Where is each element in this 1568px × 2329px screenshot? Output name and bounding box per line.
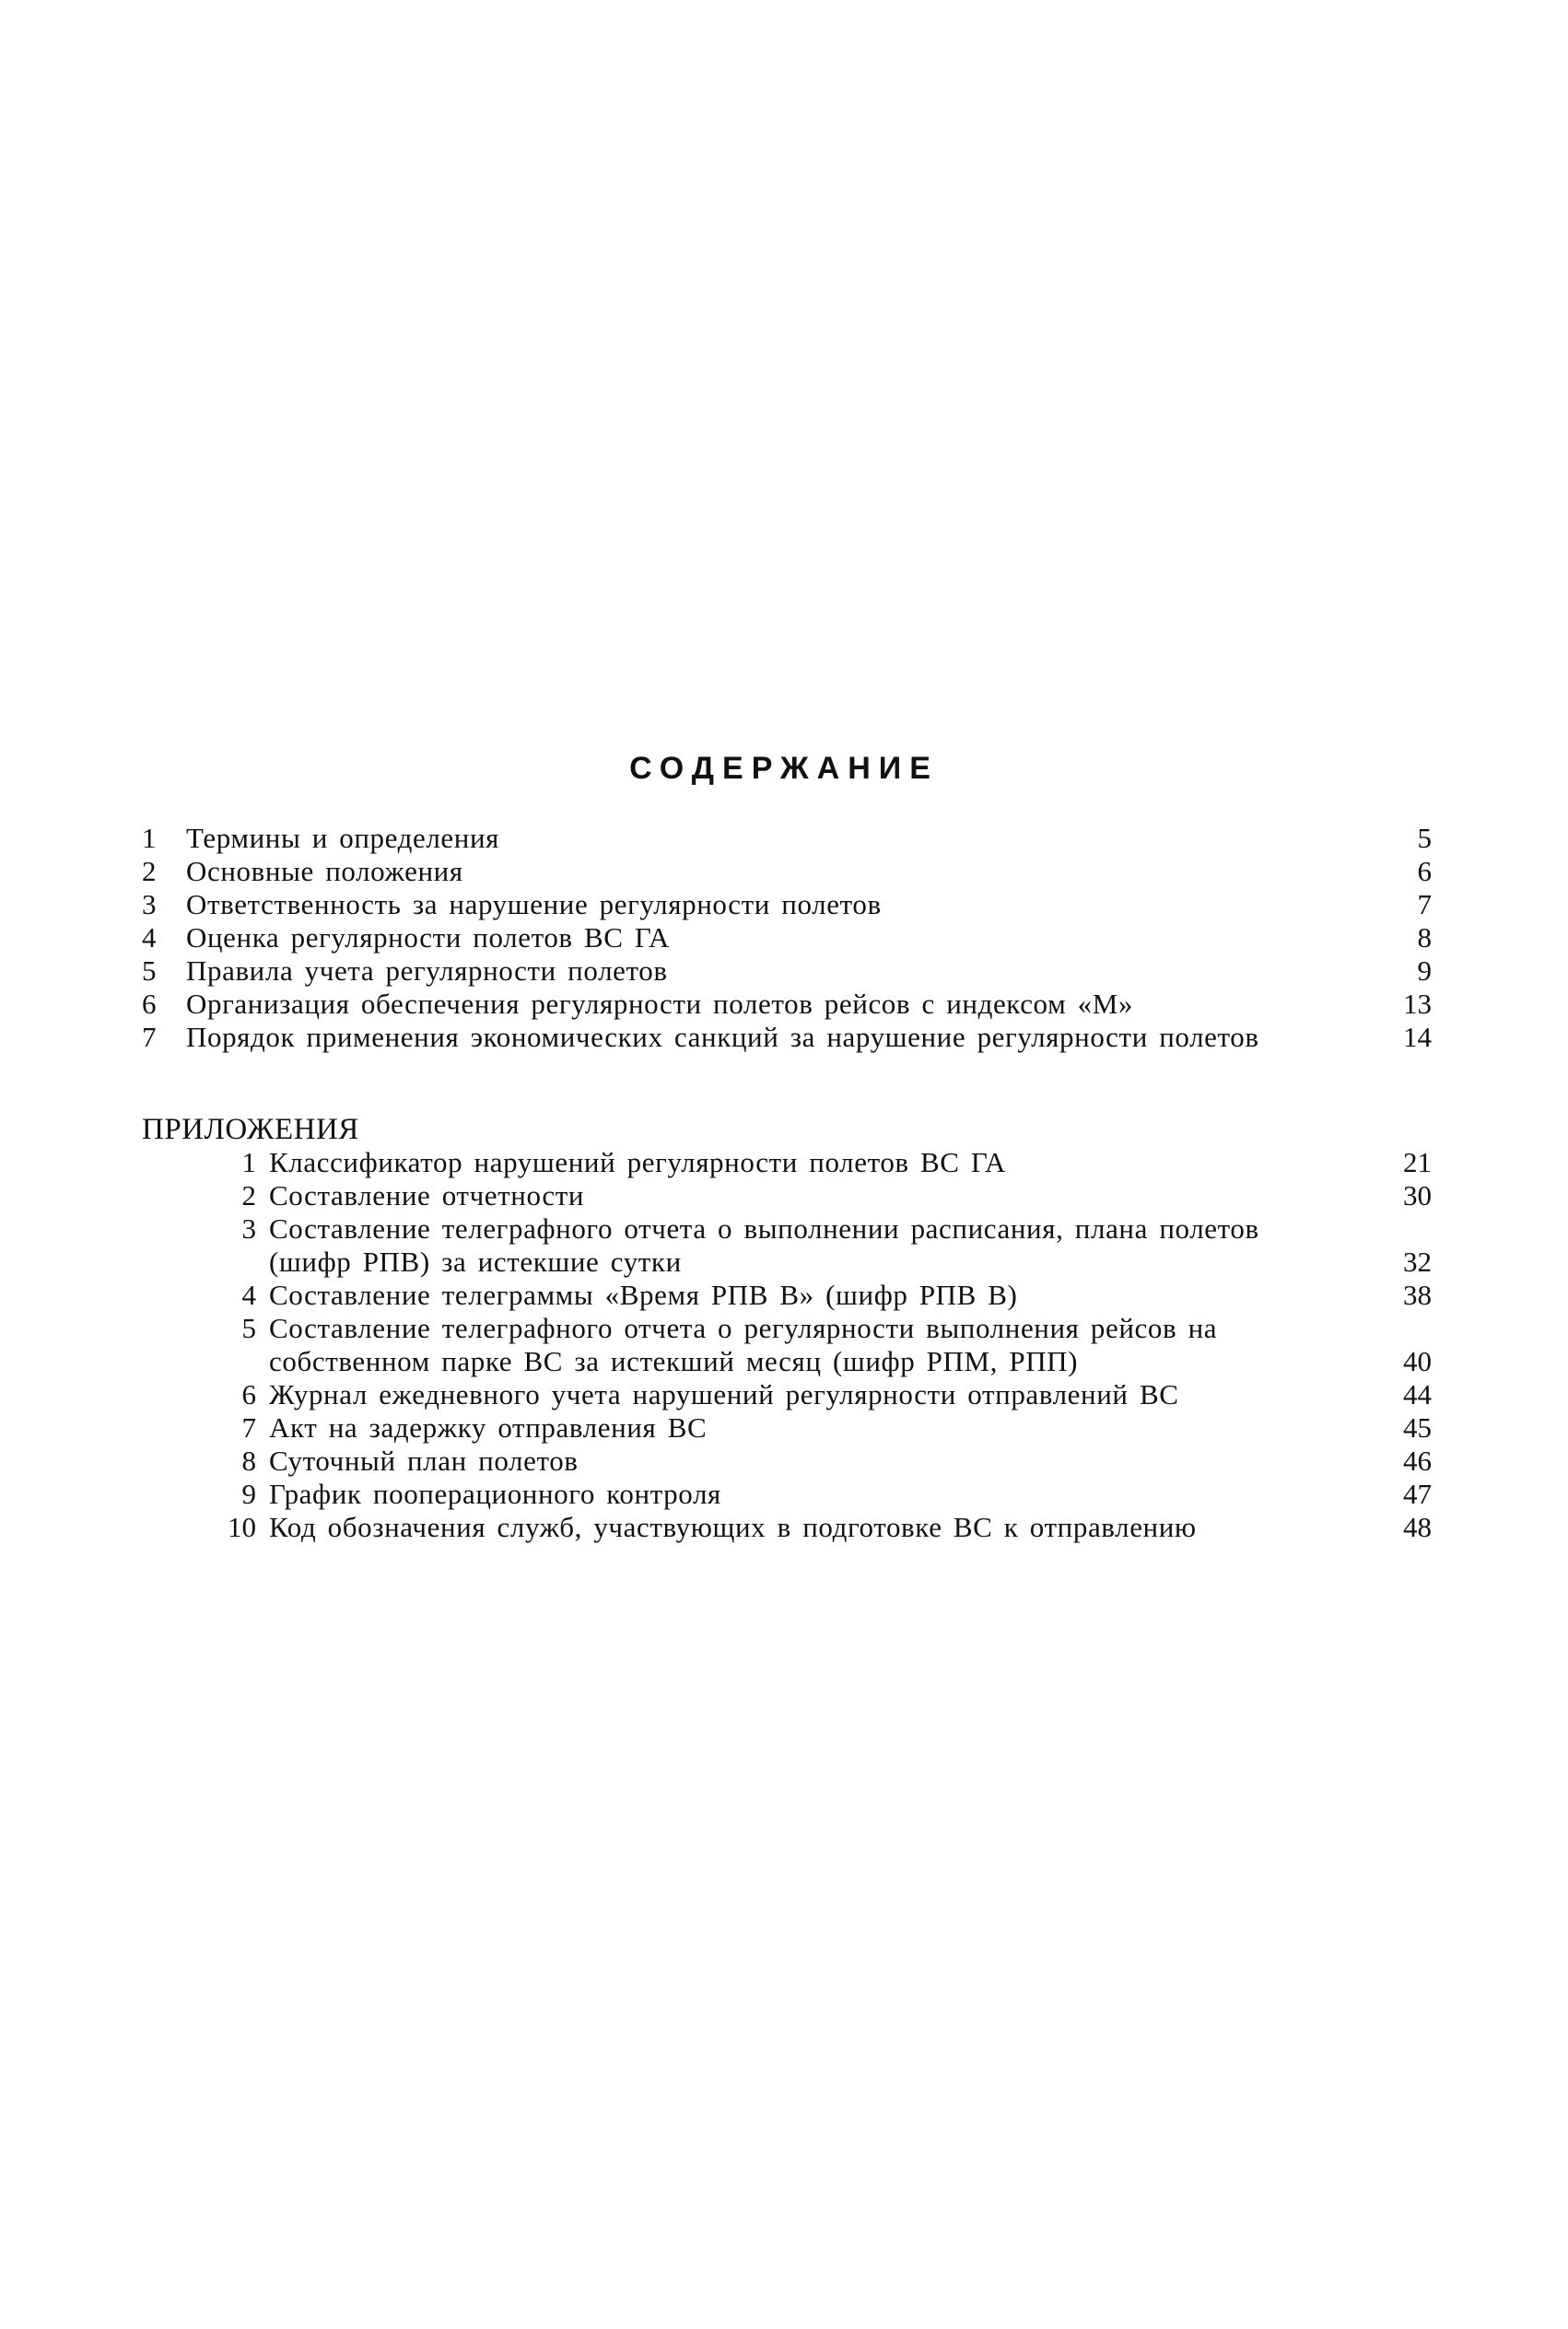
toc-entry-number: 3 — [142, 888, 157, 920]
appendix-entry[interactable] — [210, 1411, 1432, 1445]
appendix-entry-title: Код обозначения служб, участвующих в подготовке ВС к отправлению — [269, 1511, 1197, 1543]
toc-entry[interactable] — [142, 855, 1432, 888]
toc-entry-page: 14 — [1403, 1021, 1432, 1053]
appendix-entry-page: 45 — [1403, 1411, 1432, 1444]
toc-entry-title: Оценка регулярности полетов ВС ГА — [186, 921, 671, 954]
appendix-entry-number: 3 — [241, 1212, 256, 1245]
toc-entry[interactable] — [142, 888, 1432, 921]
appendix-entry-page: 32 — [1403, 1246, 1432, 1278]
appendix-entry-title: Составление отчетности — [269, 1179, 585, 1211]
toc-appendices — [210, 1146, 1432, 1544]
appendix-entry-title: Акт на задержку отправления ВС — [269, 1411, 708, 1444]
appendix-entry[interactable] — [210, 1312, 1432, 1378]
appendix-entry-number: 9 — [241, 1478, 256, 1510]
toc-entry-title: Порядок применения экономических санкций за нарушение регулярности полетов — [186, 1021, 1259, 1053]
appendix-entry[interactable] — [210, 1478, 1432, 1511]
toc-entry-title: Основные положения — [186, 855, 463, 887]
toc-entry-page: 5 — [1417, 822, 1432, 854]
appendix-entry-page: 48 — [1403, 1511, 1432, 1543]
appendix-entry-number: 6 — [241, 1378, 256, 1410]
appendix-entry[interactable] — [210, 1279, 1432, 1312]
appendix-entry[interactable] — [210, 1378, 1432, 1411]
toc-entry[interactable] — [142, 1021, 1432, 1054]
toc-entry[interactable] — [142, 822, 1432, 855]
page-title: СОДЕРЖАНИЕ — [629, 751, 939, 786]
appendix-entry[interactable] — [210, 1146, 1432, 1179]
appendix-entry-page: 21 — [1403, 1146, 1432, 1178]
appendix-entry-number: 8 — [241, 1445, 256, 1477]
toc-entry-number: 4 — [142, 921, 157, 954]
appendix-entry[interactable] — [210, 1511, 1432, 1544]
appendix-entry-number: 1 — [241, 1146, 256, 1178]
appendix-entry-number: 7 — [241, 1411, 256, 1444]
toc-entry-title: Правила учета регулярности полетов — [186, 954, 668, 987]
toc-entry[interactable] — [142, 921, 1432, 954]
appendix-entry-page: 46 — [1403, 1445, 1432, 1477]
appendix-entry-title: Составление телеграфного отчета о регулярности выполнения рейсов на собственном парке ВС за истекший месяц (шифр РПМ, РПП) — [269, 1312, 1218, 1377]
toc-entry-title: Термины и определения — [186, 822, 499, 854]
appendix-entry-title: Журнал ежедневного учета нарушений регулярности отправлений ВС — [269, 1378, 1179, 1410]
appendix-entry-title: Классификатор нарушений регулярности полетов ВС ГА — [269, 1146, 1007, 1178]
appendix-entry-page: 30 — [1403, 1179, 1432, 1211]
appendix-entry-title: График пооперационного контроля — [269, 1478, 721, 1510]
appendix-entry-page: 40 — [1403, 1345, 1432, 1377]
toc-entry-page: 8 — [1417, 921, 1432, 954]
toc-sections — [142, 822, 1432, 1054]
toc-entry-page: 13 — [1403, 988, 1432, 1020]
appendix-entry-number: 2 — [241, 1179, 256, 1211]
appendix-heading: ПРИЛОЖЕНИЯ — [142, 1113, 359, 1146]
toc-entry-page: 6 — [1417, 855, 1432, 887]
toc-entry[interactable] — [142, 954, 1432, 988]
appendix-entry-page: 44 — [1403, 1378, 1432, 1410]
appendix-entry-title: Составление телеграммы «Время РПВ В» (шифр РПВ В) — [269, 1279, 1018, 1311]
toc-entry-number: 5 — [142, 954, 157, 987]
toc-entry-number: 6 — [142, 988, 157, 1020]
appendix-entry-page: 38 — [1403, 1279, 1432, 1311]
appendix-entry-number: 5 — [241, 1312, 256, 1344]
toc-entry[interactable] — [142, 988, 1432, 1021]
appendix-entry[interactable] — [210, 1445, 1432, 1478]
appendix-entry-number: 4 — [241, 1279, 256, 1311]
toc-entry-number: 2 — [142, 855, 157, 887]
toc-entry-title: Организация обеспечения регулярности полетов рейсов с индексом «М» — [186, 988, 1133, 1020]
toc-entry-page: 9 — [1417, 954, 1432, 987]
appendix-entry[interactable] — [210, 1179, 1432, 1212]
appendix-entry-number: 10 — [228, 1511, 256, 1543]
appendix-entry[interactable] — [210, 1212, 1432, 1279]
toc-entry-number: 1 — [142, 822, 157, 854]
appendix-entry-title: Суточный план полетов — [269, 1445, 579, 1477]
toc-entry-number: 7 — [142, 1021, 157, 1053]
appendix-entry-page: 47 — [1403, 1478, 1432, 1510]
toc-entry-page: 7 — [1417, 888, 1432, 920]
appendix-entry-title: Составление телеграфного отчета о выполнении расписания, плана полетов (шифр РПВ) за истекшие сутки — [269, 1212, 1259, 1278]
toc-entry-title: Ответственность за нарушение регулярности полетов — [186, 888, 882, 920]
